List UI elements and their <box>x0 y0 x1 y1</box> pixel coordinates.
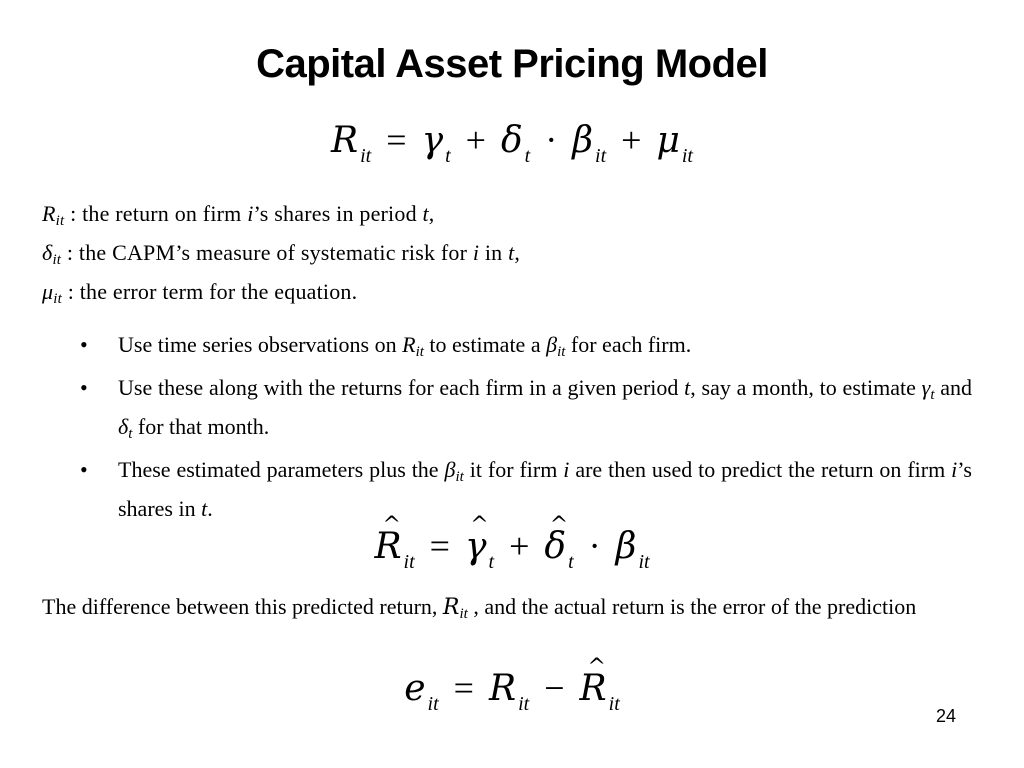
definition-row: $R_{it}$ : the return on firm i’s shares in period t, <box>42 201 435 229</box>
slide-title: Capital Asset Pricing Model <box>256 42 768 86</box>
eq1-lhs: R <box>331 120 359 161</box>
eq3-lhs: e <box>404 668 426 709</box>
bullet-item: • These estimated parameters plus the $\beta_{it}$ it for firm i are then used to predict the return on firm i’s shares in t. <box>80 454 972 525</box>
eq2-lhs: ^ R <box>374 529 401 565</box>
prediction-equation: ^ R $_{it}$ = ^ γ $_t$ + ^ δ $_t$ · β $_{it}$ <box>0 528 1024 572</box>
capm-equation: R $_{it}$ = γ $_t$ + δ $_t$ · β $_{it}$ + μ $_{it}$ <box>331 120 693 167</box>
definition-row: $\delta_{it}$ : the CAPM’s measure of systematic risk for i in t, <box>42 240 521 268</box>
bullet-list <box>80 329 972 529</box>
page-number: 24 <box>936 706 957 726</box>
definition-row: $\mu_{it}$ : the error term for the equation. <box>42 279 358 307</box>
error-equation: e $_{it}$ = R $_{it}$ − ^ R $_{it}$ <box>0 670 1024 714</box>
bullet-item: • Use time series observations on $R_{it}$ to estimate a $\beta_{it}$ for each firm. <box>80 329 972 368</box>
variable-definitions <box>42 198 520 315</box>
difference-text: The difference between this predicted return, $R_{it}$ , and the actual return is the error of the prediction <box>42 594 917 622</box>
bullet-item: • Use these along with the returns for each firm in a given period t, say a month, to estimate $\gamma_t$ and $\delta_t$ for that month. <box>80 372 972 450</box>
